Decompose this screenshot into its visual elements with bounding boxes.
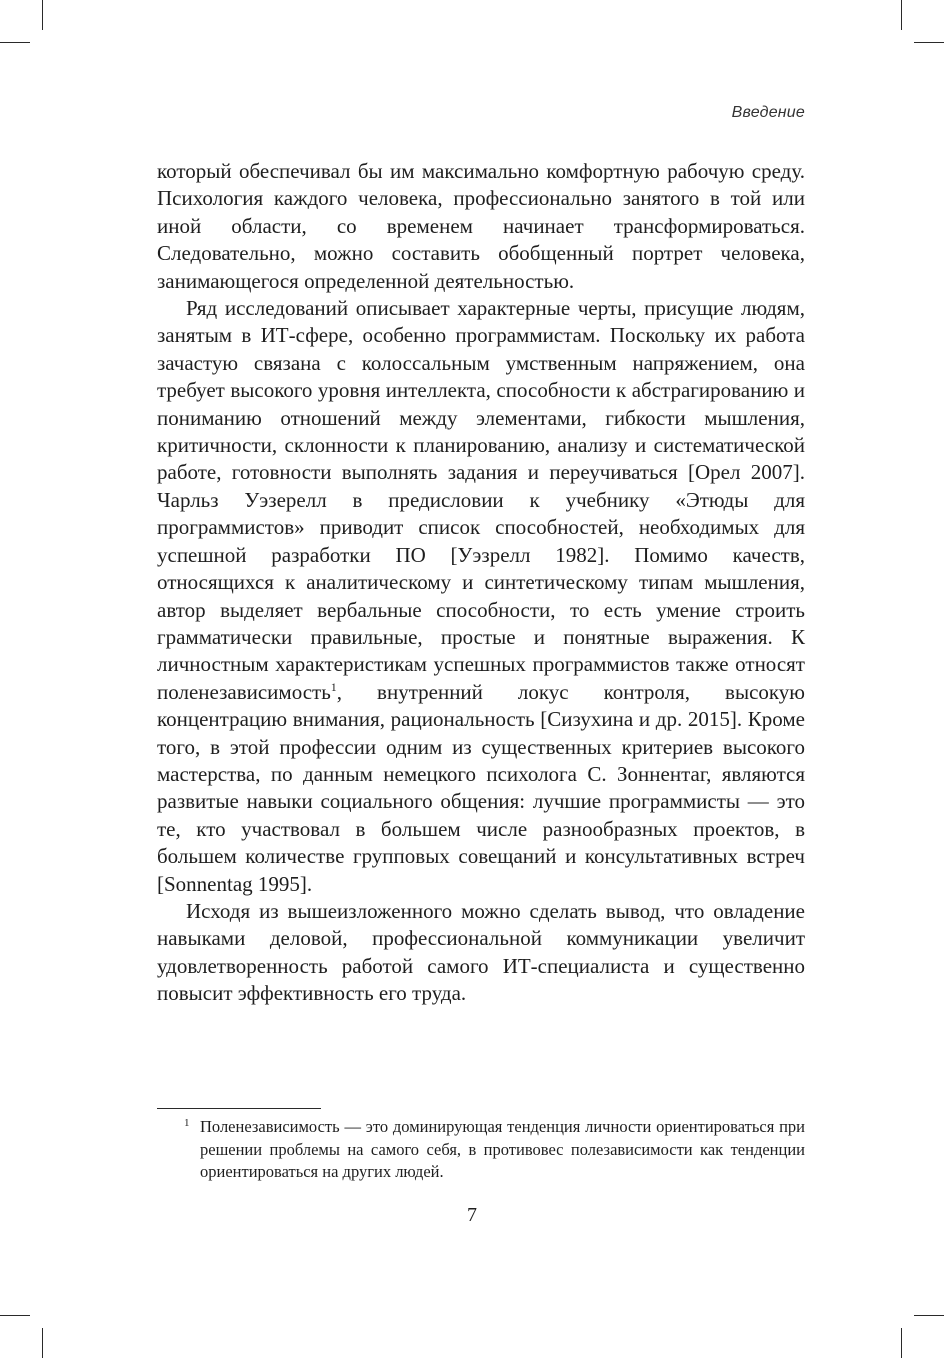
crop-mark-top-left-v [42,0,43,30]
running-head: Введение [731,104,805,121]
page-number: 7 [467,1204,477,1226]
paragraph-it-traits [157,295,805,898]
crop-mark-bottom-right-v [901,1328,902,1358]
crop-mark-bottom-left-v [42,1328,43,1358]
footnote-entry: 1 Поленезависимость — это доминирующая тенденция личности ориентироваться при решении проблемы на самого себя, в противовес полезависимости как тенденции ориентироваться на других людей. [184,1116,805,1181]
footnote [157,1116,805,1184]
paragraph-continuation: который обеспечивал бы им максимально комфортную рабочую среду. Психология каждого человека, профессионально занятого в той или иной области, со временем начинает трансформироваться. Следовательно, можно составить обобщенный портрет человека, занимающегося определенной деятельностью. [157,159,805,293]
crop-mark-bottom-right-h [914,1315,944,1316]
paragraph-it-traits-part-1: Ряд исследований описывает характерные черты, присущие людям, занятым в ИТ-сфере, особенно программистам. Поскольку их работа зачастую связана с колоссальным умственным напряжением, она требует высокого уровня интеллекта, способности к абстрагированию и пониманию отношений между элементами, гибкости мышления, критичности, склонности к планированию, анализу и систематической работе, готовности выполнять задания и переучиваться [Орел 2007]. Чарльз Уэзерелл в предисловии к учебнику «Этюды для программистов» приводит список способностей, необходимых для успешной разработки ПО [Уэзрелл 1982]. Помимо качеств, относящихся к аналитическому и синтетическому типам мышления, автор выделяет вербальные способности, то есть умение строить грамматически правильные, простые и понятные выражения. К личностным характеристикам успешных программистов также относят поленезависимость [157,296,805,704]
footnote-text: Поленезависимость — это доминирующая тенденция личности ориентироваться при решении проблемы на самого себя, в противовес полезависимости как тенденции ориентироваться на других людей. [200,1117,805,1181]
crop-mark-top-left-h [0,42,30,43]
paragraph-conclusion: Исходя из вышеизложенного можно сделать вывод, что овладение навыками деловой, профессиональной коммуникации увеличит удовлетворенность работой самого ИТ-специалиста и существенно повысит эффективность его труда. [157,898,805,1006]
crop-mark-top-right-v [901,0,902,30]
footnote-divider [157,1108,321,1109]
footnote-reference[interactable]: 1 [330,679,337,694]
body-text [157,158,805,1008]
crop-mark-top-right-h [914,42,944,43]
crop-mark-bottom-left-h [0,1315,30,1316]
paragraph-it-traits-part-2: , внутренний локус контроля, высокую концентрацию внимания, рациональность [Сизухина и др. 2015]. Кроме того, в этой профессии одним из существенных критериев высокого мастерства, по данным немецкого психолога С. Зоннентаг, являются развитые навыки социального общения: лучшие программисты — это те, кто участвовал в большем числе разнообразных проектов, в большем количестве групповых совещаний и консультативных встреч [Sonnentag 1995]. [157,679,805,896]
